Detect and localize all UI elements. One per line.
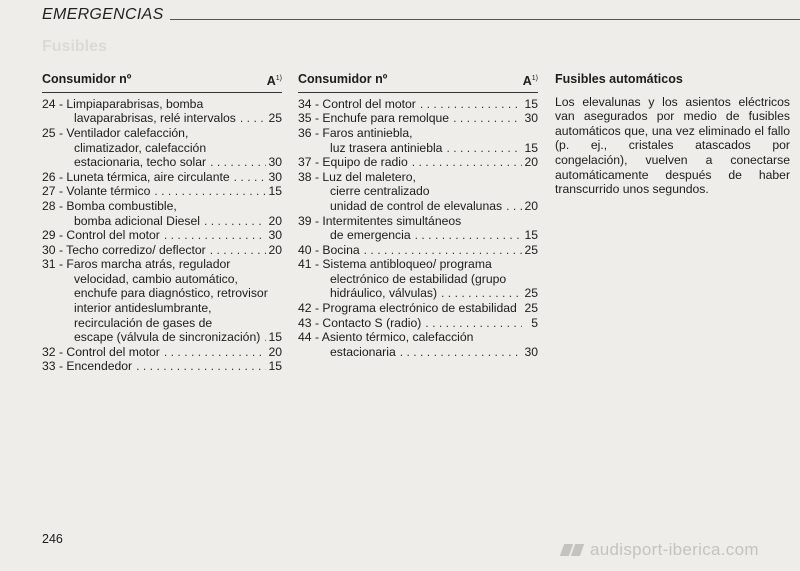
fuse-entry-line xyxy=(298,184,538,199)
fuse-entry-line xyxy=(298,243,538,258)
fuse-consumer-text: 44 - Asiento térmico, calefacción xyxy=(298,330,474,345)
fuse-consumer-text: 38 - Luz del maletero, xyxy=(298,169,416,184)
fuse-entry-line xyxy=(298,170,538,185)
fuse-entry xyxy=(42,97,282,126)
fuse-entry-line xyxy=(298,286,538,301)
fuse-consumer-text: escape (válvula de sincronización) xyxy=(74,330,261,345)
fuse-entry-line xyxy=(298,97,538,112)
fuse-amperage: 25 xyxy=(524,286,538,301)
fuse-entry-line xyxy=(42,126,282,141)
fuse-consumer-text: 26 - Luneta térmica, aire circulante xyxy=(42,169,230,184)
fuse-consumer-text: 40 - Bocina xyxy=(298,242,360,257)
dot-leader xyxy=(164,228,266,243)
fuse-entry xyxy=(42,126,282,170)
fuse-consumer-text: 32 - Control del motor xyxy=(42,344,160,359)
consumer-header: Consumidor nº xyxy=(298,72,388,86)
fuse-consumer-text: 27 - Volante térmico xyxy=(42,184,151,199)
consumer-header: Consumidor nº xyxy=(42,72,132,86)
dot-leader xyxy=(210,155,266,170)
dot-leader xyxy=(164,345,266,360)
fuse-entry xyxy=(298,214,538,243)
fuse-amperage: 25 xyxy=(524,242,538,257)
dot-leader xyxy=(521,301,522,316)
fuse-entry xyxy=(42,243,282,258)
fuse-entry xyxy=(298,170,538,214)
fuse-consumer-text: 31 - Faros marcha atrás, regulador xyxy=(42,257,231,272)
fuse-entry-line xyxy=(42,199,282,214)
fuse-entry xyxy=(42,170,282,185)
dot-leader xyxy=(240,111,266,126)
fuse-amperage: 30 xyxy=(524,111,538,126)
dot-leader xyxy=(446,141,522,156)
fuse-entry-line xyxy=(42,243,282,258)
page-number: 246 xyxy=(42,532,63,546)
fuse-entry-line xyxy=(42,111,282,126)
brand-logo-icon xyxy=(562,544,584,556)
fuse-table-column-2 xyxy=(298,72,538,359)
page-header xyxy=(42,6,800,28)
fuse-consumer-text: 34 - Control del motor xyxy=(298,96,416,111)
dot-leader xyxy=(415,228,522,243)
fuse-consumer-text: 37 - Equipo de radio xyxy=(298,155,408,170)
fuse-consumer-text: 29 - Control del motor xyxy=(42,228,160,243)
fuse-table-column-1 xyxy=(42,72,282,374)
fuse-entry xyxy=(298,155,538,170)
fuse-entry-line xyxy=(298,141,538,156)
fuse-entry-line xyxy=(42,214,282,229)
fuse-consumer-text: 42 - Programa electrónico de estabilidad xyxy=(298,301,517,316)
dot-leader xyxy=(400,345,522,360)
fuse-entry-line xyxy=(42,141,282,156)
fuse-consumer-text: estacionaria, techo solar xyxy=(74,155,207,170)
fuse-amperage: 20 xyxy=(268,213,282,228)
fuse-entry-line xyxy=(42,155,282,170)
fuse-entry xyxy=(298,330,538,359)
fuse-amperage: 5 xyxy=(531,315,538,330)
fuse-entry xyxy=(298,97,538,112)
dot-leader xyxy=(204,214,266,229)
fuse-consumer-text: luz trasera antiniebla xyxy=(330,140,443,155)
fuse-consumer-text: 24 - Limpiaparabrisas, bomba xyxy=(42,96,204,111)
fuse-amperage: 25 xyxy=(524,301,538,316)
fuse-entry-line xyxy=(298,301,538,316)
fuse-entry-line xyxy=(42,272,282,287)
brand-text: audisport-iberica.com xyxy=(590,540,759,559)
fuse-amperage: 30 xyxy=(268,169,282,184)
dot-leader xyxy=(412,155,522,170)
fuse-entry-line xyxy=(42,316,282,331)
section-title: EMERGENCIAS xyxy=(42,6,164,23)
bleed-through-heading: Fusibles xyxy=(42,38,107,55)
fuse-consumer-text: 30 - Techo corredizo/ deflector xyxy=(42,242,206,257)
fuse-consumer-text: 41 - Sistema antibloqueo/ programa xyxy=(298,257,492,272)
fuse-consumer-text: hidráulico, válvulas) xyxy=(330,286,438,301)
fuse-amperage: 15 xyxy=(524,96,538,111)
fuse-consumer-text: electrónico de estabilidad (grupo xyxy=(330,271,507,286)
fuse-entry xyxy=(42,257,282,345)
fuse-amperage: 15 xyxy=(268,330,282,345)
dot-leader xyxy=(425,316,522,331)
fuse-amperage: 25 xyxy=(268,111,282,126)
fuse-entry-line xyxy=(298,111,538,126)
fuse-amperage: 20 xyxy=(268,344,282,359)
fuse-consumer-text: 35 - Enchufe para remolque xyxy=(298,111,450,126)
fuse-consumer-text: climatizador, calefacción xyxy=(74,140,207,155)
dot-leader xyxy=(364,243,522,258)
table-header xyxy=(298,72,538,93)
dot-leader xyxy=(420,97,522,112)
fuse-entry-line xyxy=(298,228,538,243)
fuse-entry xyxy=(42,228,282,243)
dot-leader xyxy=(234,170,266,185)
table-header xyxy=(42,72,282,93)
dot-leader xyxy=(210,243,266,258)
fuse-consumer-text: estacionaria xyxy=(330,344,396,359)
fuse-consumer-text: velocidad, cambio automático, xyxy=(74,271,238,286)
amp-header: $A^{1)}$ xyxy=(266,74,282,89)
fuse-entry xyxy=(298,243,538,258)
fuse-amperage: 15 xyxy=(268,184,282,199)
fuse-entry-line xyxy=(42,359,282,374)
dot-leader xyxy=(506,199,522,214)
fuse-entry-line xyxy=(298,330,538,345)
fuse-entry xyxy=(42,345,282,360)
fuse-consumer-text: 28 - Bomba combustible, xyxy=(42,198,177,213)
fuse-entry xyxy=(298,111,538,126)
fuse-consumer-text: de emergencia xyxy=(330,228,411,243)
fuse-entry-line xyxy=(42,170,282,185)
fuse-consumer-text: bomba adicional Diesel xyxy=(74,213,201,228)
amp-header: $A^{1)}$ xyxy=(522,74,538,89)
fuse-entry xyxy=(42,359,282,374)
fuse-amperage: 30 xyxy=(268,155,282,170)
fuse-consumer-text: recirculación de gases de xyxy=(74,315,213,330)
fuse-entry-line xyxy=(298,272,538,287)
dot-leader xyxy=(154,184,266,199)
fuse-entry xyxy=(298,257,538,301)
fuse-consumer-text: lavaparabrisas, relé intervalos xyxy=(74,111,236,126)
fuse-entry-line xyxy=(42,301,282,316)
automatic-fuses-text: Los elevalunas y los asientos eléctricos van asegurados por medio de fusibles automáticos que, una vez eliminado el fallo (p. ej., cristales atascados por congelación), vuelven a conectarse automáticamente después de haber transcurrido unos segundos. xyxy=(555,94,790,197)
fuse-consumer-text: unidad de control de elevalunas xyxy=(330,198,503,213)
fuse-list-2 xyxy=(298,97,538,360)
fuse-entry-line xyxy=(298,199,538,214)
automatic-fuses-section xyxy=(555,72,800,197)
fuse-amperage: 20 xyxy=(268,242,282,257)
fuse-amperage: 15 xyxy=(268,359,282,374)
fuse-consumer-text: interior antideslumbrante, xyxy=(74,301,212,316)
fuse-entry-line xyxy=(298,214,538,229)
dot-leader xyxy=(453,111,522,126)
fuse-amperage: 30 xyxy=(524,344,538,359)
automatic-fuses-title: Fusibles automáticos xyxy=(555,72,683,86)
fuse-list-1 xyxy=(42,97,282,374)
fuse-entry-line xyxy=(42,257,282,272)
fuse-entry-line xyxy=(298,155,538,170)
fuse-entry-line xyxy=(298,345,538,360)
fuse-entry xyxy=(42,199,282,228)
fuse-amperage: 30 xyxy=(268,228,282,243)
fuse-amperage: 20 xyxy=(524,155,538,170)
fuse-consumer-text: cierre centralizado xyxy=(330,184,430,199)
fuse-entry xyxy=(298,301,538,316)
fuse-amperage: 15 xyxy=(524,228,538,243)
dot-leader xyxy=(264,330,266,345)
fuse-entry xyxy=(298,316,538,331)
fuse-entry xyxy=(298,126,538,155)
fuse-consumer-text: 33 - Encendedor xyxy=(42,359,133,374)
fuse-consumer-text: enchufe para diagnóstico, retrovisor xyxy=(74,286,268,301)
fuse-consumer-text: 25 - Ventilador calefacción, xyxy=(42,125,189,140)
dot-leader xyxy=(441,286,522,301)
fuse-entry-line xyxy=(42,97,282,112)
fuse-entry-line xyxy=(42,184,282,199)
fuse-entry-line xyxy=(42,330,282,345)
fuse-entry-line xyxy=(298,316,538,331)
fuse-amperage: 20 xyxy=(524,198,538,213)
fuse-amperage: 15 xyxy=(524,140,538,155)
header-rule xyxy=(170,19,800,20)
fuse-consumer-text: 43 - Contacto S (radio) xyxy=(298,315,422,330)
fuse-entry xyxy=(42,184,282,199)
fuse-entry-line xyxy=(42,228,282,243)
fuse-consumer-text: 36 - Faros antiniebla, xyxy=(298,125,413,140)
fuse-entry-line xyxy=(298,126,538,141)
fuse-entry-line xyxy=(42,345,282,360)
fuse-entry-line xyxy=(42,286,282,301)
fuse-consumer-text: 39 - Intermitentes simultáneos xyxy=(298,213,462,228)
fuse-entry-line xyxy=(298,257,538,272)
dot-leader xyxy=(136,359,266,374)
watermark xyxy=(562,540,759,560)
